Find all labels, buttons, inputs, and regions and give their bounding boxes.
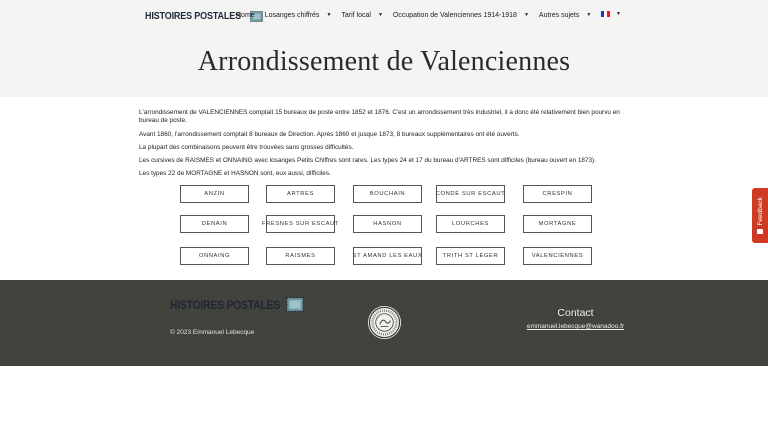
contact-title: Contact (557, 307, 594, 319)
office-button-st-amand-les-eaux[interactable]: ST AMAND LES EAUX (353, 247, 422, 265)
site-footer (0, 280, 768, 366)
stamp-icon (286, 297, 304, 312)
intro-text (139, 109, 639, 184)
contact-email-link[interactable]: emmanuel.lebecque@wanadoo.fr (526, 323, 625, 330)
main-nav (236, 8, 601, 22)
footer-logo[interactable] (170, 297, 304, 312)
paragraph: Les types 22 de MORTAGNE et HASNON sont, eux aussi, difficiles. (139, 170, 331, 178)
paragraph: Avant 1860, l'arrondissement comptait 8 bureaux de Direction. Après 1860 et jusque 1873, 8 bureaux supplémentaires ont été ouverts. (139, 130, 520, 138)
nav-item-losanges-chiffres[interactable] (265, 12, 332, 19)
french-flag-icon (601, 11, 610, 17)
nav-item-autres-sujets[interactable] (539, 12, 591, 19)
logo-text: HISTOIRES POSTALES (145, 10, 241, 22)
caret-down-icon: ▼ (523, 12, 529, 18)
office-button-bouchain[interactable]: BOUCHAIN (353, 185, 422, 203)
nav-label: Occupation de Valenciennes 1914-1918 (392, 11, 517, 19)
paragraph: Les cursives de RAISMES et ONNAING avec losanges Petits Chiffres sont rares. Les types 24 et 17 du bureau d'ARTRES sont difficiles (bureau ouvert en 1873). (139, 157, 596, 165)
site-header (0, 0, 768, 97)
language-selector[interactable] (601, 11, 621, 17)
seal-logo-icon (367, 305, 402, 340)
office-button-crespin[interactable]: CRESPIN (523, 185, 592, 203)
nav-item-home[interactable] (236, 12, 255, 19)
office-button-denain[interactable]: DENAIN (180, 215, 249, 233)
office-button-lourches[interactable]: LOURCHES (436, 215, 505, 233)
caret-down-icon: ▼ (616, 11, 621, 17)
office-button-fresnes-sur-escaut[interactable]: FRESNES SUR ESCAUT (266, 215, 335, 233)
chat-icon (757, 229, 763, 234)
feedback-button[interactable] (752, 188, 768, 243)
nav-label: Autres sujets (538, 11, 580, 19)
caret-down-icon: ▼ (586, 12, 592, 18)
feedback-label: Feedback (756, 197, 764, 226)
office-button-anzin[interactable]: ANZIN (180, 185, 249, 203)
copyright-text: © 2023 Emmanuel Lebecque (170, 329, 255, 336)
caret-down-icon: ▼ (326, 12, 332, 18)
office-button-hasnon[interactable]: HASNON (353, 215, 422, 233)
nav-item-tarif-local[interactable] (341, 12, 383, 19)
nav-label: Losanges chiffrés (264, 11, 320, 19)
nav-label: Tarif local (341, 11, 371, 19)
page-title: Arrondissement de Valenciennes (197, 46, 571, 77)
office-button-mortagne[interactable]: MORTAGNE (523, 215, 592, 233)
caret-down-icon: ▼ (377, 12, 383, 18)
office-button-raismes[interactable]: RAISMES (266, 247, 335, 265)
office-button-valenciennes[interactable]: VALENCIENNES (523, 247, 592, 265)
paragraph: La plupart des combinaisons peuvent être trouvées sans grosses difficultés. (139, 143, 354, 151)
office-button-onnaing[interactable]: ONNAING (180, 247, 249, 265)
nav-label: Home (236, 11, 255, 19)
office-button-trith-st-leger[interactable]: TRITH ST LÉGER (436, 247, 505, 265)
office-button-conde-sur-escaut[interactable]: CONDÉ SUR ESCAUT (436, 185, 505, 203)
office-button-artres[interactable]: ARTRES (266, 185, 335, 203)
nav-item-occupation[interactable] (393, 12, 529, 19)
paragraph: L'arrondissement de VALENCIENNES comptait 15 bureaux de poste entre 1852 et 1876. C'est un arrondissement très industriel, il a donc été relativement bien pourvu en bureau de poste. (139, 109, 620, 125)
logo-text: HISTOIRES POSTALES (170, 297, 281, 312)
